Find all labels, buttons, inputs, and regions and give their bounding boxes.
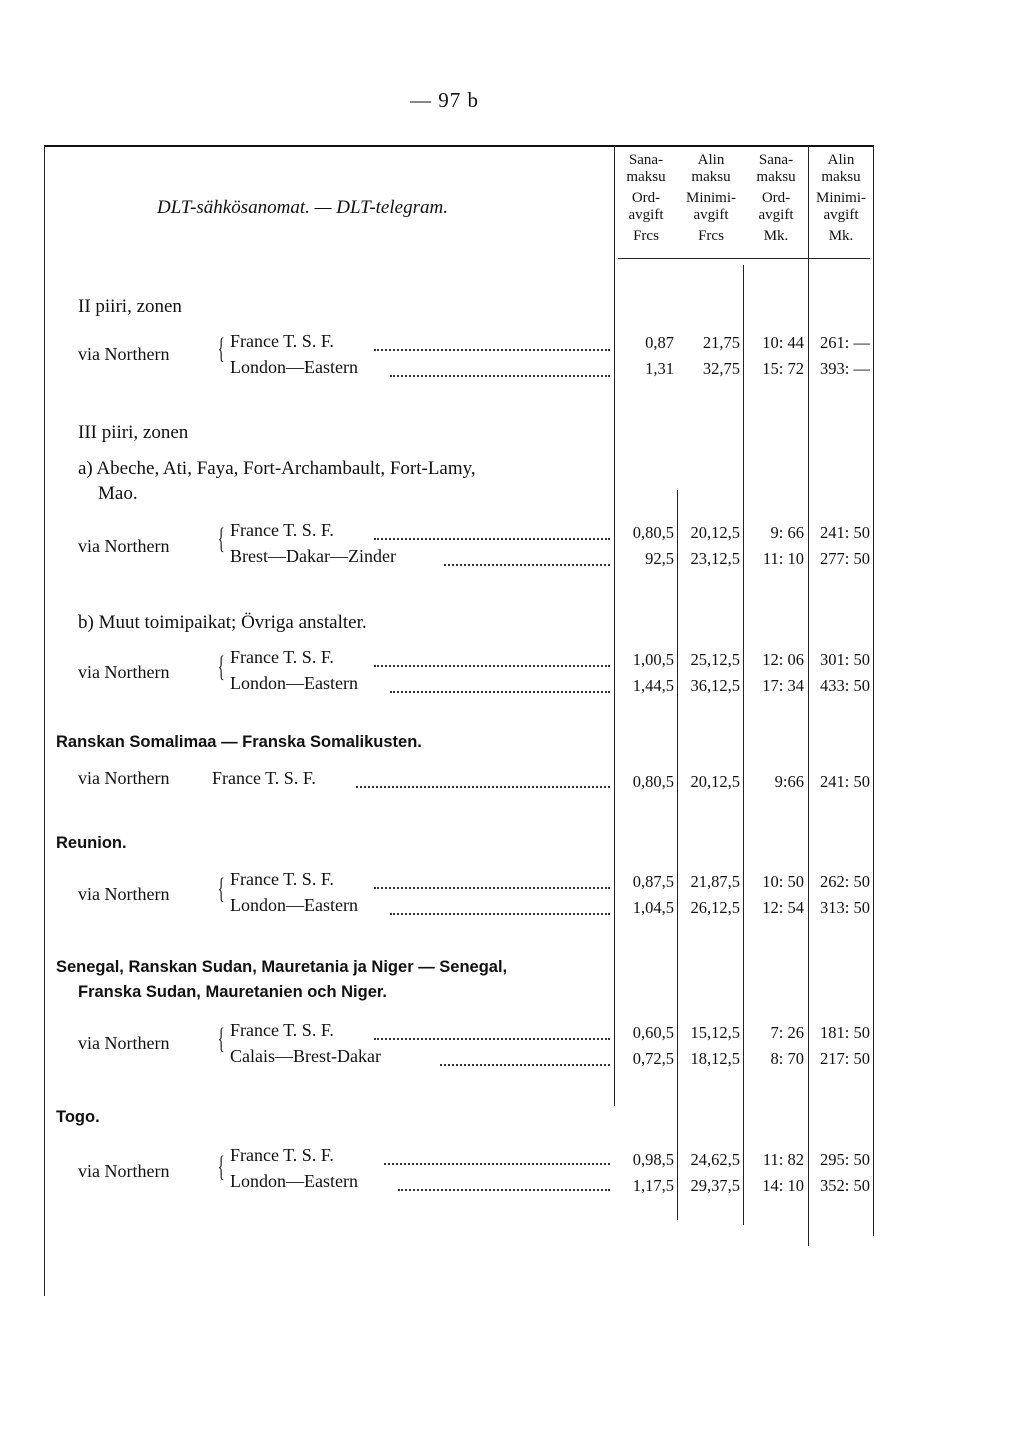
route-label: France T. S. F. xyxy=(230,869,334,889)
top-rule xyxy=(44,145,874,147)
leader-dots xyxy=(384,1163,610,1165)
leader-dots xyxy=(390,691,610,693)
leader-dots xyxy=(356,786,610,788)
table-cell: 0,98,5 xyxy=(632,1150,674,1169)
via-label: via Northern xyxy=(78,662,170,682)
table-cell: 433: 50 xyxy=(820,676,870,695)
brace: { xyxy=(217,1022,225,1055)
column-rule-4 xyxy=(808,146,809,1246)
table-cell: 1,31 xyxy=(645,359,674,378)
subsection-a-cont: Mao. xyxy=(98,483,138,504)
table-cell: 1,17,5 xyxy=(632,1176,674,1195)
table-cell: 0,87,5 xyxy=(632,872,674,891)
route-label: France T. S. F. xyxy=(230,520,334,540)
leader-dots xyxy=(390,913,610,915)
table-cell: 36,12,5 xyxy=(690,676,740,695)
leader-dots xyxy=(440,1064,610,1066)
subsection-b: b) Muut toimipaikat; Övriga anstalter. xyxy=(78,612,367,633)
column-header-3: Sana- maksu Ord- avgift Mk. xyxy=(756,152,796,244)
brace: { xyxy=(217,1150,225,1183)
via-label: via Northern xyxy=(78,1033,170,1053)
leader-dots xyxy=(390,375,610,377)
via-label: via Northern xyxy=(78,884,170,904)
table-cell: 7: 26 xyxy=(770,1023,804,1042)
table-cell: 21,87,5 xyxy=(690,872,740,891)
route-label: London—Eastern xyxy=(230,357,358,377)
via-label: via Northern xyxy=(78,768,170,788)
brace: { xyxy=(217,522,225,555)
table-cell: 21,75 xyxy=(702,333,740,352)
left-border xyxy=(44,146,45,1296)
route-label: France T. S. F. xyxy=(230,1145,334,1165)
table-cell: 0,80,5 xyxy=(632,772,674,791)
route-label: Calais—Brest-Dakar xyxy=(230,1046,381,1066)
leader-dots xyxy=(374,538,610,540)
table-cell: 20,12,5 xyxy=(690,523,740,542)
table-cell: 1,44,5 xyxy=(632,676,674,695)
page-number: — 97 b xyxy=(410,88,479,112)
section-title-zone-2: II piiri, zonen xyxy=(78,296,182,317)
table-cell: 9:66 xyxy=(774,772,804,791)
route-label: France T. S. F. xyxy=(230,1020,334,1040)
leader-dots xyxy=(374,665,610,667)
table-cell: 10: 44 xyxy=(762,333,804,352)
table-cell: 261: — xyxy=(820,333,870,352)
table-cell: 24,62,5 xyxy=(690,1150,740,1169)
section-title-senegal-cont: Franska Sudan, Mauretanien och Niger. xyxy=(78,983,387,1001)
brace: { xyxy=(217,872,225,905)
table-cell: 241: 50 xyxy=(820,772,870,791)
brace: { xyxy=(217,332,225,365)
table-cell: 262: 50 xyxy=(820,872,870,891)
table-cell: 10: 50 xyxy=(762,872,804,891)
brace: { xyxy=(217,650,225,683)
table-cell: 11: 10 xyxy=(762,549,804,568)
route-label: London—Eastern xyxy=(230,1171,358,1191)
table-cell: 352: 50 xyxy=(820,1176,870,1195)
column-rule-2 xyxy=(677,490,678,1220)
table-cell: 1,04,5 xyxy=(632,898,674,917)
table-cell: 295: 50 xyxy=(820,1150,870,1169)
via-label: via Northern xyxy=(78,536,170,556)
column-rule-3 xyxy=(743,265,744,1225)
table-cell: 15,12,5 xyxy=(690,1023,740,1042)
table-cell: 12: 06 xyxy=(762,650,804,669)
route-label: France T. S. F. xyxy=(212,768,316,788)
leader-dots xyxy=(374,1038,610,1040)
table-cell: 0,60,5 xyxy=(632,1023,674,1042)
column-header-2: Alin maksu Minimi- avgift Frcs xyxy=(685,152,736,244)
table-cell: 0,87 xyxy=(645,333,674,352)
table-cell: 29,37,5 xyxy=(690,1176,740,1195)
table-cell: 277: 50 xyxy=(820,549,870,568)
leader-dots xyxy=(374,349,610,351)
table-cell: 20,12,5 xyxy=(690,772,740,791)
route-label: France T. S. F. xyxy=(230,331,334,351)
route-label: London—Eastern xyxy=(230,895,358,915)
route-label: Brest—Dakar—Zinder xyxy=(230,546,396,566)
table-cell: 15: 72 xyxy=(762,359,804,378)
route-label: France T. S. F. xyxy=(230,647,334,667)
column-header-1: Sana- maksu Ord- avgift Frcs xyxy=(626,152,666,244)
section-title-reunion: Reunion. xyxy=(56,834,127,852)
table-cell: 217: 50 xyxy=(820,1049,870,1068)
table-cell: 1,00,5 xyxy=(632,650,674,669)
table-cell: 14: 10 xyxy=(762,1176,804,1195)
column-rule-1 xyxy=(614,146,615,1106)
table-cell: 181: 50 xyxy=(820,1023,870,1042)
table-cell: 0,80,5 xyxy=(632,523,674,542)
column-header-4: Alin maksu Minimi- avgift Mk. xyxy=(815,152,866,244)
table-cell: 25,12,5 xyxy=(690,650,740,669)
table-cell: 26,12,5 xyxy=(690,898,740,917)
subsection-a: a) Abeche, Ati, Faya, Fort-Archambault, Fort-Lamy, xyxy=(78,458,476,479)
header-underline xyxy=(618,258,870,259)
leader-dots xyxy=(398,1189,610,1191)
leader-dots xyxy=(444,564,610,566)
table-cell: 17: 34 xyxy=(762,676,804,695)
page-title: DLT-sähkösanomat. — DLT-telegram. xyxy=(157,197,448,218)
route-label: London—Eastern xyxy=(230,673,358,693)
via-label: via Northern xyxy=(78,344,170,364)
table-cell: 0,72,5 xyxy=(632,1049,674,1068)
table-cell: 18,12,5 xyxy=(690,1049,740,1068)
table-cell: 11: 82 xyxy=(762,1150,804,1169)
table-cell: 23,12,5 xyxy=(690,549,740,568)
table-cell: 313: 50 xyxy=(820,898,870,917)
table-cell: 8: 70 xyxy=(770,1049,804,1068)
table-cell: 32,75 xyxy=(702,359,740,378)
table-cell: 92,5 xyxy=(645,549,674,568)
table-cell: 241: 50 xyxy=(820,523,870,542)
leader-dots xyxy=(374,887,610,889)
via-label: via Northern xyxy=(78,1161,170,1181)
section-title-zone-3: III piiri, zonen xyxy=(78,422,189,443)
table-cell: 393: — xyxy=(820,359,870,378)
table-cell: 301: 50 xyxy=(820,650,870,669)
table-cell: 9: 66 xyxy=(770,523,804,542)
right-border xyxy=(873,146,874,1236)
table-cell: 12: 54 xyxy=(762,898,804,917)
section-title-senegal: Senegal, Ranskan Sudan, Mauretania ja Niger — Senegal, xyxy=(56,958,508,976)
section-title-togo: Togo. xyxy=(56,1108,100,1126)
section-title-somali: Ranskan Somalimaa — Franska Somalikusten. xyxy=(56,733,422,751)
